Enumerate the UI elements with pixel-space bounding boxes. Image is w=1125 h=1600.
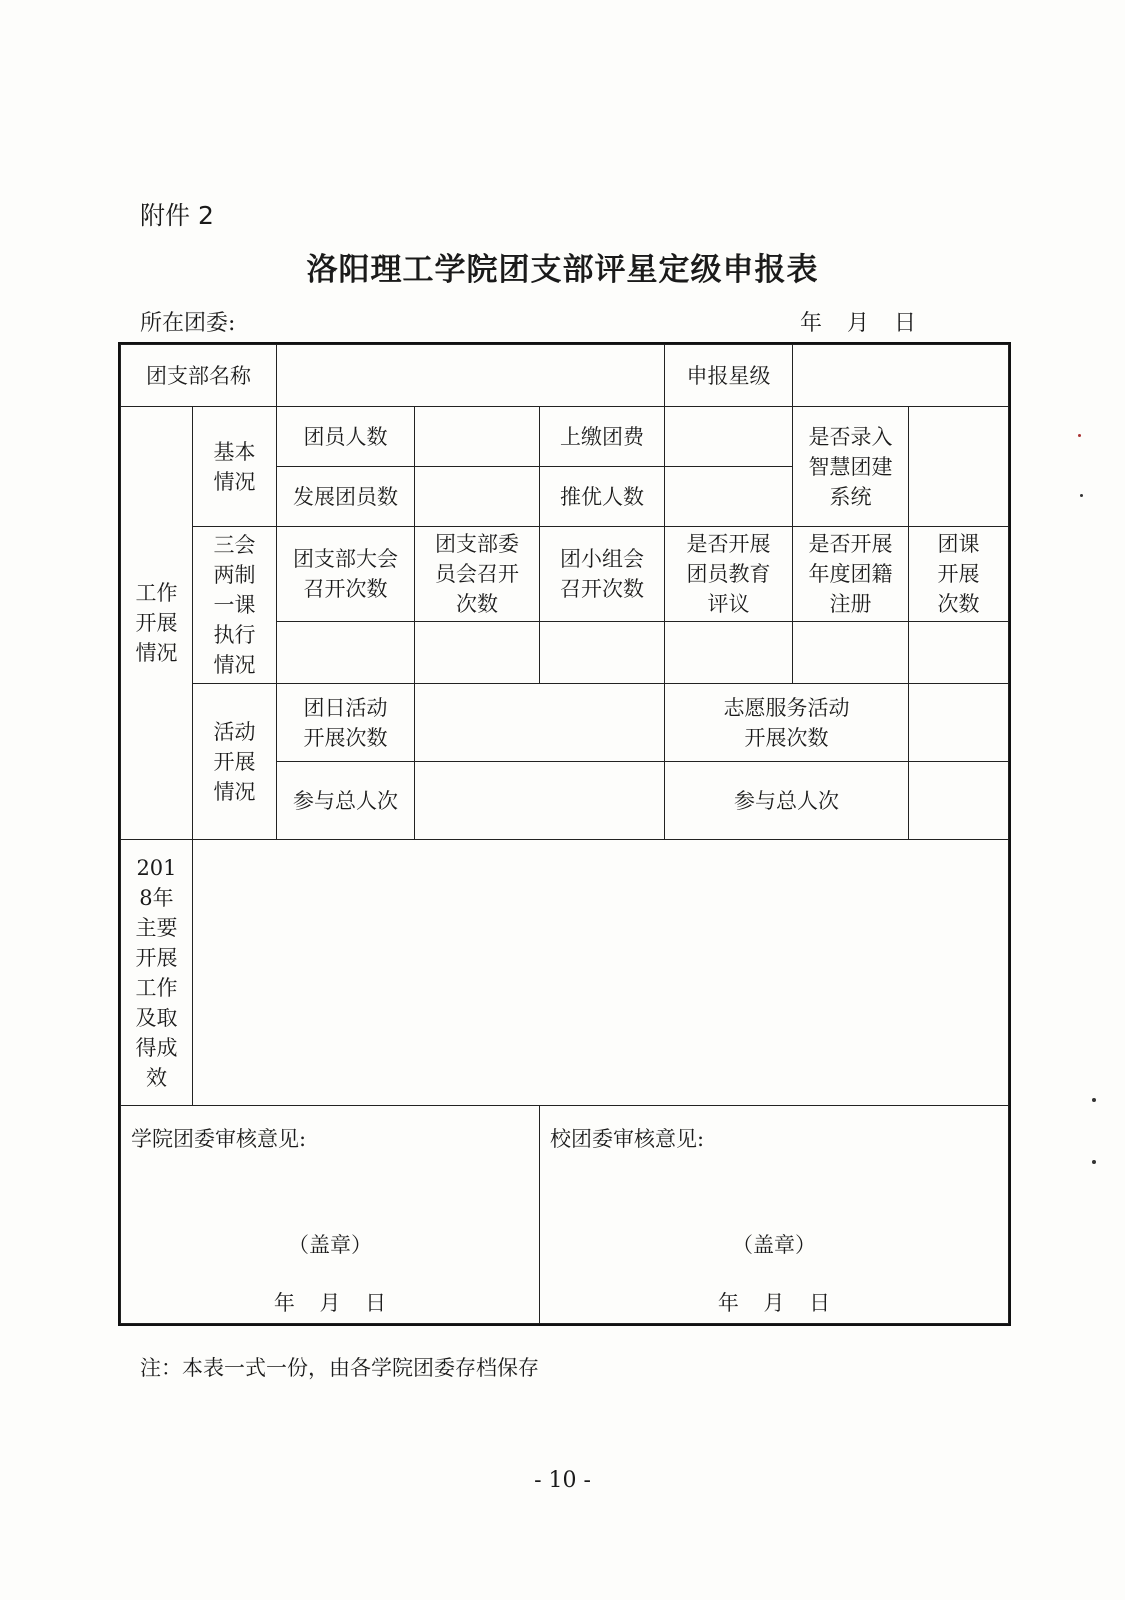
group-meeting-label: 团小组会召开次数 bbox=[540, 527, 665, 622]
footer-note: 注：本表一式一份，由各学院团委存档保存 bbox=[140, 1356, 539, 1380]
recommend-value[interactable] bbox=[665, 467, 793, 527]
evaluation-label: 是否开展团员教育评议 bbox=[665, 527, 793, 622]
recommend-label: 推优人数 bbox=[540, 467, 665, 527]
branch-committee-value[interactable] bbox=[415, 622, 540, 684]
college-review-date: 年 月 日 bbox=[273, 1291, 387, 1315]
dues-label: 上缴团费 bbox=[540, 407, 665, 467]
scan-speck bbox=[1080, 494, 1083, 497]
header-date-label: 年 月 日 bbox=[800, 311, 916, 336]
school-review-label: 校团委审核意见: bbox=[550, 1127, 705, 1151]
league-class-value[interactable] bbox=[909, 622, 1009, 684]
attachment-label: 附件 2 bbox=[140, 201, 214, 230]
school-review-box[interactable] bbox=[540, 1106, 1009, 1324]
volunteer-value[interactable] bbox=[909, 684, 1009, 762]
college-review-label: 学院团委审核意见: bbox=[131, 1127, 307, 1151]
college-seal-label: （盖章） bbox=[288, 1233, 372, 1257]
scan-speck bbox=[1092, 1098, 1096, 1102]
school-seal-label: （盖章） bbox=[732, 1233, 817, 1257]
scan-speck bbox=[1092, 1160, 1096, 1164]
participants-label-league-day: 参与总人次 bbox=[277, 762, 415, 840]
work-section-label: 工作开展情况 bbox=[121, 407, 193, 840]
branch-assembly-value[interactable] bbox=[277, 622, 415, 684]
activity-label: 活动开展情况 bbox=[193, 684, 277, 840]
new-members-label: 发展团员数 bbox=[277, 467, 415, 527]
smart-league-label: 是否录入智慧团建系统 bbox=[793, 407, 909, 527]
school-review-date: 年 月 日 bbox=[717, 1291, 831, 1315]
registration-label: 是否开展年度团籍注册 bbox=[793, 527, 909, 622]
college-review-box[interactable] bbox=[121, 1106, 540, 1324]
branch-committee-label: 团支部委员会召开次数 bbox=[415, 527, 540, 622]
dues-value[interactable] bbox=[665, 407, 793, 467]
branch-name-label: 团支部名称 bbox=[121, 345, 277, 407]
form-title: 洛阳理工学院团支部评星定级申报表 bbox=[306, 252, 819, 288]
star-level-value[interactable] bbox=[793, 345, 1009, 407]
page-number: - 10 - bbox=[534, 1468, 591, 1493]
participants-label-volunteer: 参与总人次 bbox=[665, 762, 909, 840]
league-class-label: 团课开展次数 bbox=[909, 527, 1009, 622]
league-committee-label: 所在团委: bbox=[140, 311, 236, 336]
member-count-value[interactable] bbox=[415, 407, 540, 467]
achievements-value[interactable] bbox=[193, 840, 1009, 1106]
new-members-value[interactable] bbox=[415, 467, 540, 527]
volunteer-label: 志愿服务活动开展次数 bbox=[665, 684, 909, 762]
smart-league-value[interactable] bbox=[909, 407, 1009, 527]
branch-assembly-label: 团支部大会召开次数 bbox=[277, 527, 415, 622]
member-count-label: 团员人数 bbox=[277, 407, 415, 467]
scan-speck bbox=[1078, 434, 1081, 437]
branch-name-value[interactable] bbox=[277, 345, 665, 407]
participants-value-volunteer[interactable] bbox=[909, 762, 1009, 840]
participants-value-league-day[interactable] bbox=[415, 762, 665, 840]
league-day-value[interactable] bbox=[415, 684, 665, 762]
achievements-label: 2018年主要开展工作及取得成效 bbox=[121, 840, 193, 1106]
application-form-table bbox=[120, 344, 1009, 1324]
basic-info-label: 基本情况 bbox=[193, 407, 277, 527]
evaluation-value[interactable] bbox=[665, 622, 793, 684]
star-level-label: 申报星级 bbox=[665, 345, 793, 407]
group-meeting-value[interactable] bbox=[540, 622, 665, 684]
league-day-label: 团日活动开展次数 bbox=[277, 684, 415, 762]
registration-value[interactable] bbox=[793, 622, 909, 684]
three-one-label: 三会两制一课执行情况 bbox=[193, 527, 277, 684]
